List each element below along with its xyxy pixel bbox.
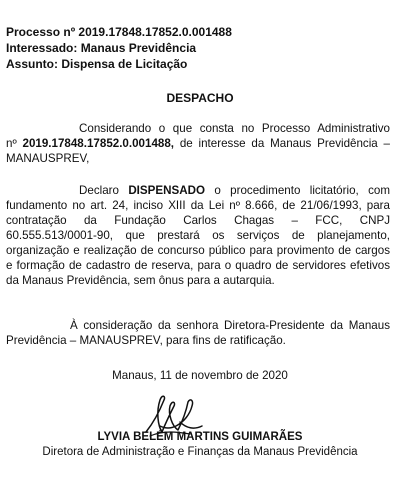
document-title: DESPACHO <box>166 91 234 105</box>
signatory-role: Diretora de Administração e Finanças da Manaus Previdência <box>42 446 358 458</box>
paragraph-line: Previdência – MANAUSPREV, para fins de ratificação. <box>6 334 286 347</box>
document-header <box>6 24 232 72</box>
paragraph-line: fundamento no art. 24, inciso XIII da Lei nº 8.666, de 21/06/1993, para <box>6 199 390 212</box>
paragraph-line: Declaro DISPENSADO o procedimento licitatório, com <box>79 184 390 197</box>
process-number: Processo nº 2019.17848.17852.0.001488 <box>6 25 232 39</box>
signatory-name: LYVIA BELÉM MARTINS GUIMARÃES <box>97 431 303 443</box>
paragraph-line: da Manaus Previdência, sem ônus para a autarquia. <box>6 274 275 287</box>
paragraph-line: 60.555.513/0001-90, que prestará os serviços de planejamento, <box>6 229 390 242</box>
paragraph-line: À consideração da senhora Diretora-Presidente da Manaus <box>70 319 390 332</box>
dispensado-bold: DISPENSADO <box>128 184 205 197</box>
paragraph-line: nº 2019.17848.17852.0.001488, de interesse da Manaus Previdência – <box>6 137 390 150</box>
paragraph-consideration <box>6 318 390 348</box>
process-number-bold: 2019.17848.17852.0.001488, <box>22 137 175 150</box>
paragraph-considering <box>6 121 390 166</box>
paragraph-declaration <box>6 183 390 288</box>
paragraph-line: Considerando o que consta no Processo Administrativo <box>79 122 390 135</box>
interested-party: Interessado: Manaus Previdência <box>6 41 197 55</box>
subject: Assunto: Dispensa de Licitação <box>6 57 188 71</box>
paragraph-line: contratação da Fundação Carlos Chagas – FCC, CNPJ <box>6 214 390 227</box>
document-date: Manaus, 11 de novembro de 2020 <box>112 369 288 382</box>
paragraph-line: organização e realização de concurso público para provimento de cargos <box>6 244 390 257</box>
paragraph-line: e formação de cadastro de reserva, para o quadro de servidores efetivos <box>6 259 390 272</box>
paragraph-line: MANAUSPREV, <box>6 152 90 165</box>
